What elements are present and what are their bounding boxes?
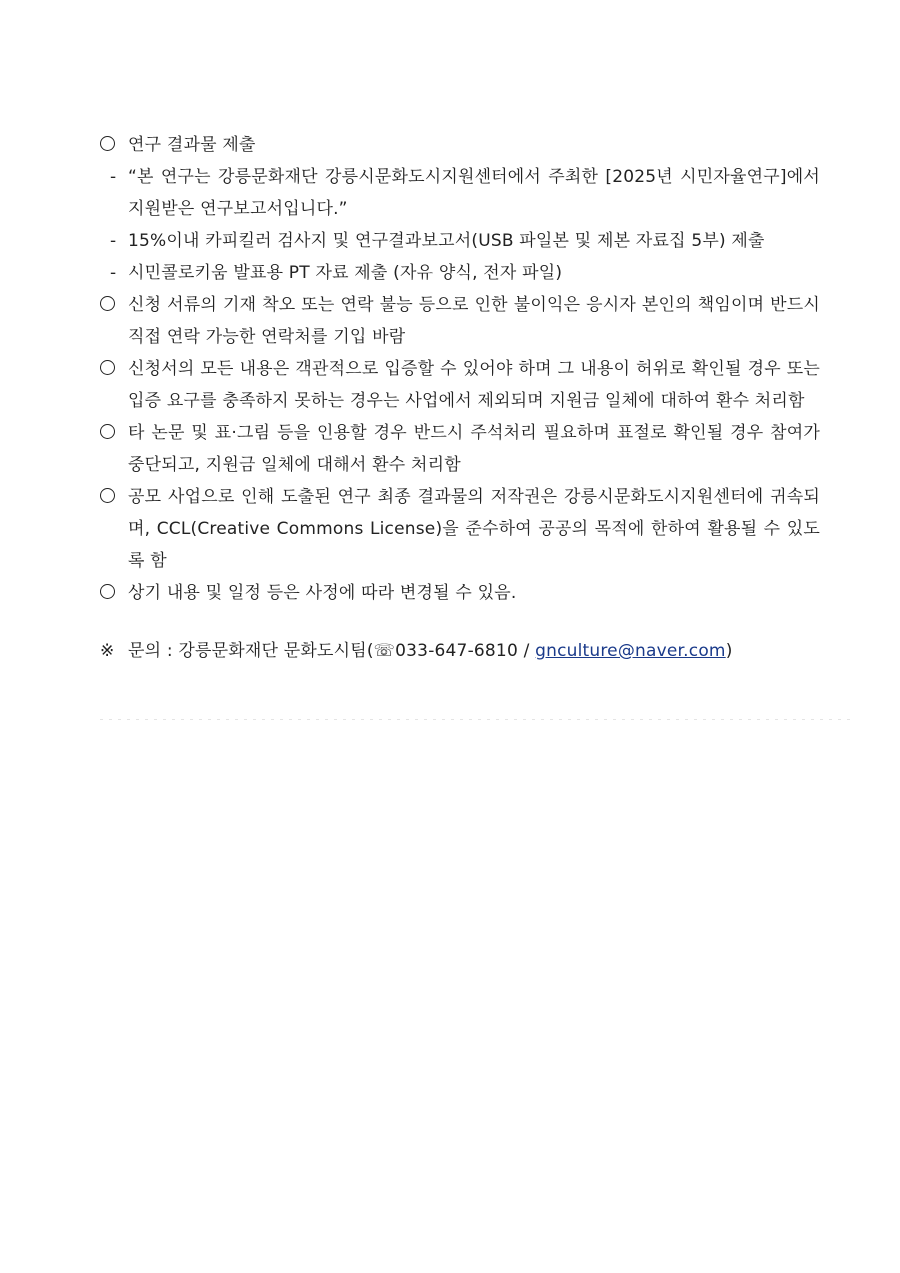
bullet-item-text: 신청 서류의 기재 착오 또는 연락 불능 등으로 인한 불이익은 응시자 본인의 책임이며 반드시 직접 연락 가능한 연락처를 기입 바람 — [128, 295, 820, 347]
circle-bullet-icon — [100, 417, 122, 450]
sub-item-text: “본 연구는 강릉문화재단 강릉시문화도시지원센터에서 주최한 [2025년 시민자율연구]에서 지원받은 연구보고서입니다.” — [128, 167, 820, 219]
circle-bullet-icon — [100, 577, 122, 610]
circle-bullet-icon — [100, 129, 122, 162]
bullet-item-verification — [100, 353, 820, 417]
sub-item-text: 시민콜로키움 발표용 PT 자료 제출 (자유 양식, 전자 파일) — [128, 263, 563, 283]
contact-phone: 033-647-6810 — [395, 641, 518, 661]
sub-item — [100, 257, 820, 289]
bullet-item-text: 타 논문 및 표·그림 등을 인용할 경우 반드시 주석처리 필요하며 표절로 확인될 경우 참여가 중단되고, 지원금 일체에 대해서 환수 처리함 — [128, 423, 820, 475]
bullet-item-text: 연구 결과물 제출 — [128, 135, 256, 155]
dash-marker: - — [110, 231, 117, 251]
contact-close: ) — [725, 641, 733, 661]
contact-label: 문의 : 강릉문화재단 문화도시팀( — [128, 641, 374, 661]
sub-item — [100, 161, 820, 225]
bullet-item-text: 공모 사업으로 인해 도출된 연구 최종 결과물의 저작권은 강릉시문화도시지원센터에 귀속되며, CCL(Creative Commons License)을 준수하여 공공의 목적에 한하여 활용될 수 있도록 함 — [128, 487, 820, 571]
sub-item-text: 15%이내 카피킬러 검사지 및 연구결과보고서(USB 파일본 및 제본 자료집 5부) 제출 — [128, 231, 765, 251]
bullet-item-text: 신청서의 모든 내용은 객관적으로 입증할 수 있어야 하며 그 내용이 허위로 확인될 경우 또는 입증 요구를 충족하지 못하는 경우는 사업에서 제외되며 지원금 일체에 대하여 환수 처리함 — [128, 359, 820, 411]
circle-bullet-icon — [100, 353, 122, 386]
phone-icon: ☏ — [373, 641, 396, 661]
bullet-item-applicant-responsibility — [100, 289, 820, 353]
document-body — [100, 129, 820, 667]
bullet-item-schedule-change — [100, 577, 820, 609]
bullet-item-plagiarism — [100, 417, 820, 481]
contact-notice — [100, 635, 820, 667]
bullet-item-result-submission — [100, 129, 820, 161]
bullet-item-copyright — [100, 481, 820, 577]
scan-artifact-divider — [100, 719, 850, 720]
contact-email-link[interactable]: gnculture@naver.com — [535, 641, 726, 661]
bullet-item-text: 상기 내용 및 일정 등은 사정에 따라 변경될 수 있음. — [128, 583, 517, 603]
circle-bullet-icon — [100, 481, 122, 514]
sub-item — [100, 225, 820, 257]
dash-marker: - — [110, 167, 117, 187]
contact-separator: / — [517, 641, 536, 661]
circle-bullet-icon — [100, 289, 122, 322]
dash-marker: - — [110, 263, 117, 283]
reference-mark-icon: ※ — [100, 641, 115, 661]
